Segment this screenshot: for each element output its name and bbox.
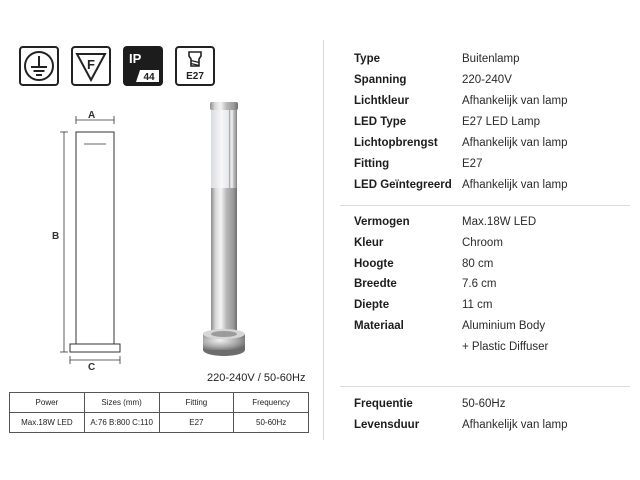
spec-row-kleur [354,237,624,257]
spec-row-diepte [354,299,624,319]
spec-row-type [354,53,624,73]
spec-row-breedte [354,278,624,298]
table-header-cell: Fitting [159,393,234,413]
spec-row-frequentie [354,398,624,418]
spec-key: Vermogen [354,216,410,228]
spec-value: Afhankelijk van lamp [462,95,568,107]
spec-row-spanning [354,74,624,94]
dimension-b-label: B [52,231,60,242]
spec-key: Breedte [354,278,397,290]
column-divider [323,40,324,440]
spec-value: E27 [462,158,483,170]
table-cell: 50-60Hz [234,413,309,433]
table-row [10,413,309,433]
spec-value: Aluminium Body [462,320,546,332]
spec-value: 7.6 cm [462,278,497,290]
spec-value: Buitenlamp [462,53,520,65]
protective-earth-icon [19,46,59,86]
spec-row-hoogte [354,258,624,278]
spec-value: Afhankelijk van lamp [462,419,568,431]
spec-divider [340,386,630,387]
f-mark-icon [71,46,111,86]
spec-key: Levensduur [354,419,420,431]
ip-label: IP [129,51,142,66]
e27-bulb-icon [175,46,215,86]
spec-row-materiaal [354,320,624,340]
ip-rating-label: 44 [143,72,155,83]
spec-row-materiaal-extra [354,341,624,361]
dimension-diagram [40,108,140,378]
table-cell: E27 [159,413,234,433]
spec-key: Lichtkleur [354,95,409,107]
spec-value: 220-240V [462,74,512,86]
spec-value: E27 LED Lamp [462,116,540,128]
dimension-a-label: A [88,110,96,121]
table-header-cell: Sizes (mm) [84,393,159,413]
table-cell: A:76 B:800 C:110 [84,413,159,433]
table-cell: Max.18W LED [10,413,85,433]
spec-row-led-geintegreerd [354,179,624,199]
spec-value: Afhankelijk van lamp [462,137,568,149]
spec-row-led-type [354,116,624,136]
spec-key: Materiaal [354,320,404,332]
svg-text:F: F [87,57,95,72]
spec-key: Frequentie [354,398,413,410]
ip44-icon [123,46,163,86]
e27-label: E27 [186,71,204,82]
spec-key: Type [354,53,380,65]
product-photo [194,98,264,366]
spec-divider [340,205,630,206]
spec-key: LED Type [354,116,407,128]
spec-row-lichtopbrengst [354,137,624,157]
table-header-cell: Power [10,393,85,413]
spec-value: 50-60Hz [462,398,506,410]
spec-row-levensduur [354,419,624,439]
electrical-caption: 220-240V / 50-60Hz [207,372,306,384]
spec-key: Diepte [354,299,390,311]
spec-table [9,392,309,433]
spec-key: LED Geïntegreerd [354,179,452,191]
spec-value: Afhankelijk van lamp [462,179,568,191]
spec-value: Max.18W LED [462,216,537,228]
table-header-row [10,393,309,413]
spec-row-fitting [354,158,624,178]
table-header-cell: Frequency [234,393,309,413]
spec-row-lichtkleur [354,95,624,115]
spec-value: Chroom [462,237,503,249]
spec-key: Spanning [354,74,407,86]
spec-key: Kleur [354,237,384,249]
spec-key: Hoogte [354,258,394,270]
spec-key: Fitting [354,158,390,170]
spec-value: + Plastic Diffuser [462,341,549,353]
spec-key: Lichtopbrengst [354,137,438,149]
dimension-c-label: C [88,362,96,373]
spec-row-vermogen [354,216,624,236]
spec-value: 80 cm [462,258,494,270]
spec-value: 11 cm [462,299,493,311]
